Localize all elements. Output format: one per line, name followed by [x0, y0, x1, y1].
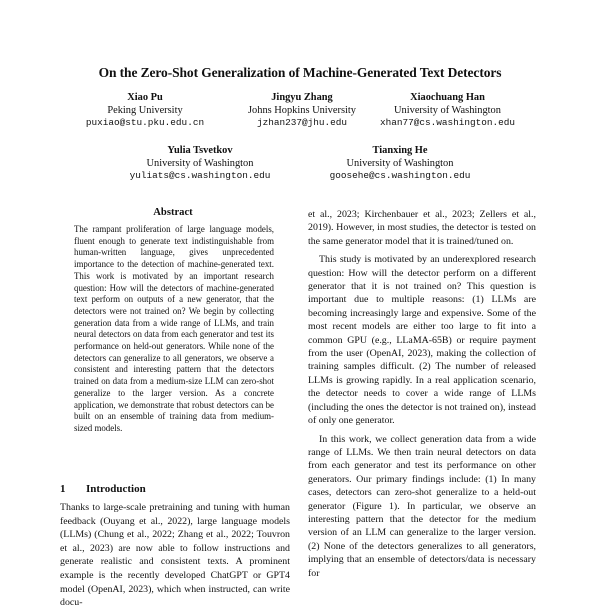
intro-paragraph [60, 501, 290, 609]
body-paragraph: In this work, we collect generation data from a wide range of LLMs. We then train neural detectors on data from each generator and test its performance on other generators. Our primary findings include: (1) In many cases, detectors can zero-shot generalize to a held-out generator (Figure 1). In particular, we observe an interesting pattern that the detector for the medium version of an LLM can generalize to the larger version. (2) None of the detectors generalizes to all generators, implying that an ensemble of detectors/data is necessary for [308, 433, 536, 579]
author-name: Yulia Tsvetkov [167, 145, 233, 156]
author-name: Jingyu Zhang [271, 92, 333, 103]
author-email[interactable]: goosehe@cs.washington.edu [329, 170, 471, 182]
author-name: Xiaochuang Han [410, 92, 485, 103]
author-block [65, 92, 225, 130]
body-paragraph: This study is motivated by an underexplored research question: How will the detector perform on a different generator that it is not trained on? This question is important due to multiple reasons: (1) LLMs are becoming increasingly large and expensive. Some of the most recent models are either too large to fit into a common GPU (e.g., LLaMA-65B) or require payment from the user (OpenAI, 2023), making the collection of training samples difficult. (2) The number of released LLMs is growing rapidly. In a real application scenario, the detector needs to cover a wide range of LLMs (including the ones the detector is not trained on), instead of only one generator. [308, 254, 536, 427]
author-affiliation: Peking University [107, 104, 183, 116]
author-affiliation: University of Washington [346, 157, 454, 169]
author-email[interactable]: puxiao@stu.pku.edu.cn [85, 117, 205, 129]
author-name: Xiao Pu [127, 92, 163, 103]
author-email[interactable]: yuliats@cs.washington.edu [129, 170, 271, 182]
author-block [360, 92, 535, 130]
author-block [222, 92, 382, 130]
paper-title: On the Zero-Shot Generalization of Machine-Generated Text Detectors [98, 65, 502, 80]
author-affiliation: University of Washington [394, 104, 501, 116]
section-number: 1 [60, 483, 66, 495]
section-heading [60, 483, 146, 495]
abstract-heading: Abstract [153, 207, 193, 218]
intro-text: Thanks to large-scale pretraining and tuning with human feedback (Ouyang et al., 2022), large language models (LLMs) (Chung et al., 2022; Zhang et al., 2022; Touvron et al., 2023) are now able to follow instructions and generate realistic and consistent texts. A prominent example is the recently developed ChatGPT or GPT4 model (OpenAI, 2023), which when instructed, can write docu- [60, 502, 290, 609]
body-paragraph: et al., 2023; Kirchenbauer et al., 2023; Zellers et al., 2019). However, in most studies, the detector is tested on the same generator model that it is trained/tuned on. [308, 209, 536, 247]
author-block [315, 145, 485, 183]
author-email[interactable]: xhan77@cs.washington.edu [379, 117, 516, 129]
author-affiliation: University of Washington [146, 157, 254, 169]
author-email[interactable]: jzhan237@jhu.edu [256, 117, 347, 129]
abstract-text: The rampant proliferation of large language models, fluent enough to generate text indistinguishable from human-written language, gives unprecedented importance to the detection of machine-generated text. This work is motivated by an important research question: How will the detectors of machine-generated text perform on outputs of a new generator, that the detectors were not trained on? We begin by collecting generation data from a wide range of LLMs, and train neural detectors on data from each generator and test its performance on held-out generators. While none of the detectors can generalize to all generators, we observe a consistent and interesting pattern that the detectors trained on data from a medium-size LLM can zero-shot generalize to the larger version. As a concrete application, we demonstrate that robust detectors can be built on an ensemble of training data from medium-sized models. [74, 224, 274, 433]
author-affiliation: Johns Hopkins University [248, 104, 356, 116]
section-title: Introduction [86, 483, 146, 495]
right-column [308, 208, 536, 600]
author-block [115, 145, 285, 183]
author-name: Tianxing He [372, 145, 428, 156]
